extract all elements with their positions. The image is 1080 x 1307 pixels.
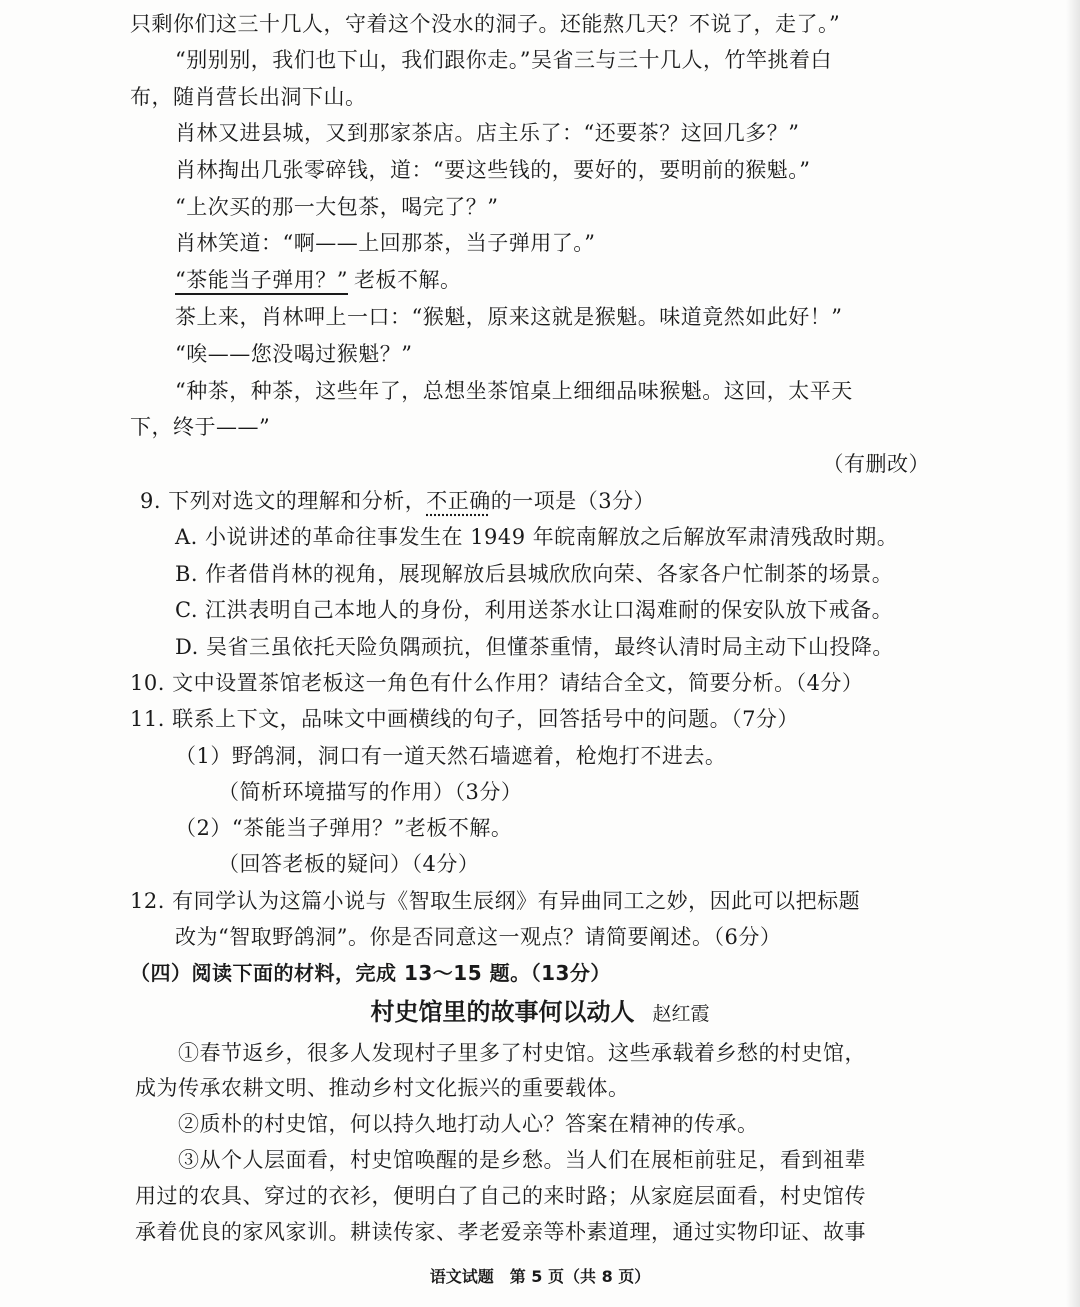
question-9-option-c: C. 江洪表明自己本地人的身份，利用送茶水让口渴难耐的保安队放下戒备。 — [175, 598, 894, 622]
article-author: 赵红霞 — [652, 1003, 710, 1025]
question-11-stem: 11. 联系上下文，品味文中画横线的句子，回答括号中的问题。（7分） — [130, 707, 799, 731]
story-line: “别别别，我们也下山，我们跟你走。”吴省三与三十几人，竹竿挑着白 — [175, 48, 832, 72]
question-9-option-d: D. 吴省三虽依托天险负隅顽抗，但懂茶重情，最终认清时局主动下山投降。 — [175, 635, 894, 659]
page-footer: 语文试题 第 5 页（共 8 页） — [429, 1267, 651, 1286]
question-11-sub1-hint: （简析环境描写的作用）（3分） — [218, 780, 523, 804]
question-11-sub1: （1）野鸽洞，洞口有一道天然石墙遮着，枪炮打不进去。 — [175, 744, 727, 768]
story-line: 肖林掏出几张零碎钱，道：“要这些钱的，要好的，要明前的猴魁。” — [175, 158, 811, 182]
question-9-option-a: A. 小说讲述的革命往事发生在 1949 年皖南解放之后解放军肃清残敌时期。 — [175, 525, 899, 549]
question-9-prefix: 9. 下列对选文的理解和分析， — [140, 489, 427, 513]
story-line: 茶上来，肖林呷上一口：“猴魁，原来这就是猴魁。味道竟然如此好！” — [175, 305, 843, 329]
story-line: “种茶，种茶，这些年了，总想坐茶馆桌上细细品味猴魁。这回，太平天 — [175, 379, 853, 403]
article-paragraph-line: 成为传承农耕文明、推动乡村文化振兴的重要载体。 — [135, 1076, 630, 1100]
scan-edge-shadow — [1066, 0, 1080, 1307]
question-9-suffix: 的一项是（3分） — [490, 489, 656, 513]
question-11-sub2: （2）“茶能当子弹用？”老板不解。 — [175, 816, 513, 840]
question-9-stem — [140, 487, 655, 515]
article-title: 村史馆里的故事何以动人 — [370, 998, 635, 1026]
question-12-line2: 改为“智取野鸽洞”。你是否同意这一观点？请简要阐述。（6分） — [175, 925, 782, 949]
article-paragraph-line: 承着优良的家风家训。耕读传家、孝老爱亲等朴素道理，通过实物印证、故事 — [135, 1220, 866, 1244]
article-paragraph-line: ①春节返乡，很多人发现村子里多了村史馆。这些承载着乡愁的村史馆， — [178, 1041, 866, 1065]
story-line: 肖林笑道：“啊——上回那茶，当子弹用了。” — [175, 231, 596, 255]
underlined-sentence: “茶能当子弹用？” — [175, 268, 348, 295]
story-line: 布，随肖营长出洞下山。 — [130, 85, 367, 109]
question-9-emphasis: 不正确 — [426, 489, 491, 513]
story-line: 下，终于——” — [130, 415, 271, 439]
story-line: 只剩你们这三十几人，守着这个没水的洞子。还能熬几天？不说了，走了。” — [130, 12, 841, 36]
story-line: 肖林又进县城，又到那家茶店。店主乐了：“还要茶？这回几多？” — [175, 121, 800, 145]
article-paragraph-line: ②质朴的村史馆，何以持久地打动人心？答案在精神的传承。 — [178, 1112, 759, 1136]
story-line: “唉——您没喝过猴魁？” — [175, 342, 413, 366]
underlined-sentence-line — [175, 266, 461, 294]
section-4-heading: （四）阅读下面的材料，完成 13～15 题。（13分） — [130, 961, 611, 985]
story-line-tail: 老板不解。 — [353, 268, 462, 292]
article-paragraph-line: 用过的农具、穿过的衣衫，便明白了自己的来时路；从家庭层面看，村史馆传 — [135, 1184, 866, 1208]
article-title-row — [0, 996, 1080, 1030]
question-9-option-b: B. 作者借肖林的视角，展现解放后县城欣欣向荣、各家各户忙制茶的场景。 — [175, 562, 894, 586]
question-11-sub2-hint: （回答老板的疑问）（4分） — [218, 852, 480, 876]
story-line: “上次买的那一大包茶，喝完了？” — [175, 195, 499, 219]
source-note: （有删改） — [822, 452, 930, 476]
article-paragraph-line: ③从个人层面看，村史馆唤醒的是乡愁。当人们在展柜前驻足，看到祖辈 — [178, 1148, 866, 1172]
question-12-line1: 12. 有同学认为这篇小说与《智取生辰纲》有异曲同工之妙，因此可以把标题 — [130, 889, 861, 913]
question-10: 10. 文中设置茶馆老板这一角色有什么作用？请结合全文，简要分析。（4分） — [130, 671, 864, 695]
